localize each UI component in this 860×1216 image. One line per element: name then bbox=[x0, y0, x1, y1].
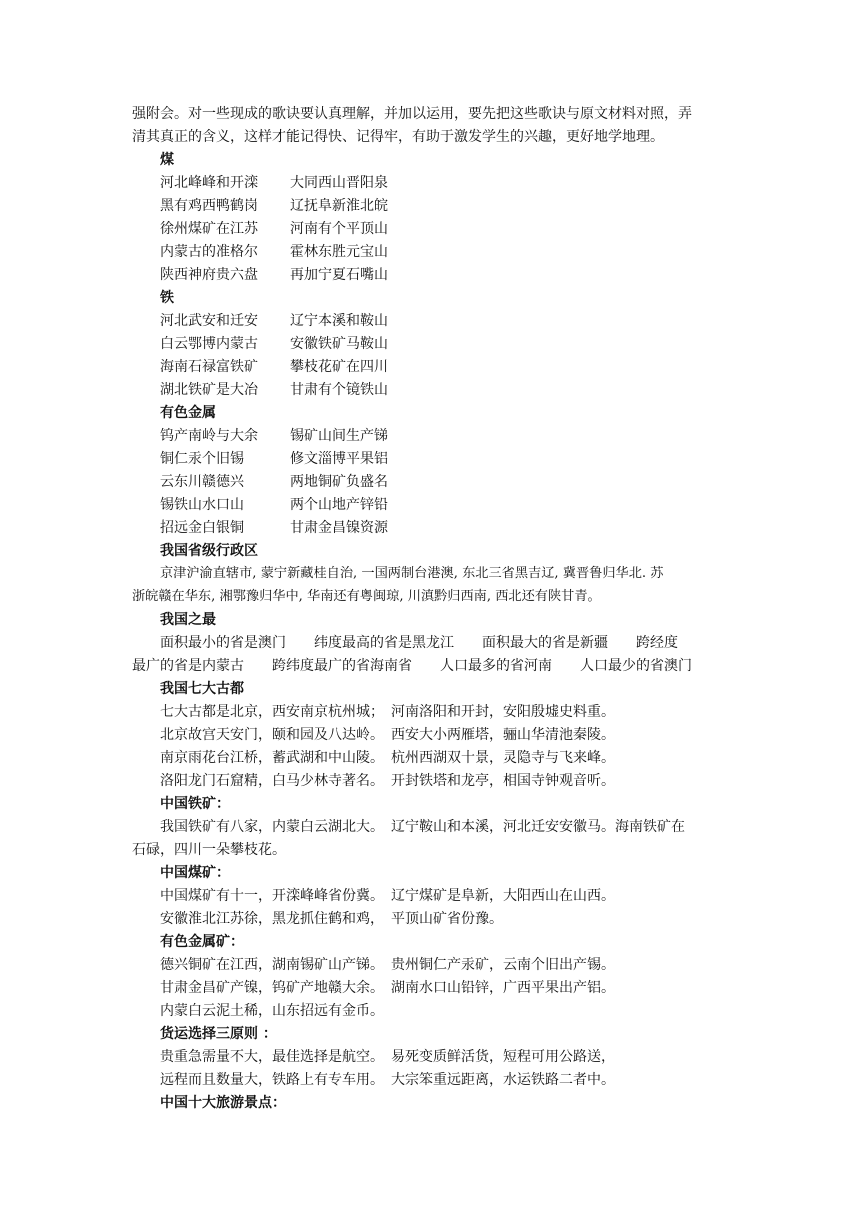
china-coal-line: 安徽淮北江苏徐，黑龙抓住鹤和鸡， 平顶山矿省份豫。 bbox=[160, 911, 503, 927]
section-heading-tourism: 中国十大旅游景点： bbox=[160, 1095, 286, 1111]
intro-line-2: 清其真正的含义，这样才能记得快、记得牢，有助于激发学生的兴趣，更好地学地理。 bbox=[132, 129, 664, 145]
china-iron-line-1: 我国铁矿有八家，内蒙白云湖北大。 辽宁鞍山和本溪，河北迁安安徽马。海南铁矿在 bbox=[160, 819, 685, 835]
verse-right: 攀枝花矿在四川 bbox=[290, 359, 388, 375]
section-heading-china-iron: 中国铁矿： bbox=[160, 796, 230, 812]
verse-right: 再加宁夏石嘴山 bbox=[290, 267, 388, 283]
verse-right: 大同西山晋阳泉 bbox=[290, 175, 388, 191]
section-heading-superlatives: 我国之最 bbox=[160, 612, 216, 628]
capitals-line: 南京雨花台江桥，蓄武湖和中山陵。 杭州西湖双十景，灵隐寺与飞来峰。 bbox=[160, 750, 615, 766]
capitals-line: 七大古都是北京，西安南京杭州城； 河南洛阳和开封，安阳殷墟史料重。 bbox=[160, 704, 615, 720]
verse-right: 河南有个平顶山 bbox=[290, 221, 388, 237]
verse-left: 铜仁汞个旧锡 bbox=[160, 451, 244, 467]
section-heading-capitals: 我国七大古都 bbox=[160, 681, 244, 697]
china-coal-line: 中国煤矿有十一，开滦峰峰省份冀。 辽宁煤矿是阜新，大阳西山在山西。 bbox=[160, 888, 615, 904]
verse-left: 黑有鸡西鸭鹤岗 bbox=[160, 198, 258, 214]
nonferrous-mines-line: 内蒙白云泥土稀，山东招远有金币。 bbox=[160, 1003, 384, 1019]
verse-right: 两地铜矿负盛名 bbox=[290, 474, 388, 490]
nonferrous-mines-line: 甘肃金昌矿产镍，钨矿产地赣大余。 湖南水口山铅锌，广西平果出产铝。 bbox=[160, 980, 615, 996]
superlatives-line-1: 面积最小的省是澳门 纬度最高的省是黑龙江 面积最大的省是新疆 跨经度 bbox=[160, 635, 678, 651]
intro-line-1: 强附会。对一些现成的歌诀要认真理解，并加以运用，要先把这些歌诀与原文材料对照，弄 bbox=[132, 106, 692, 122]
section-heading-transport: 货运选择三原则 ： bbox=[160, 1026, 277, 1042]
superlatives-line-2: 最广的省是内蒙古 跨纬度最广的省海南省 人口最多的省河南 人口最少的省澳门 bbox=[132, 658, 692, 674]
section-heading-coal: 煤 bbox=[160, 152, 174, 168]
verse-left: 钨产南岭与大余 bbox=[160, 428, 258, 444]
verse-left: 内蒙古的准格尔 bbox=[160, 244, 258, 260]
nonferrous-mines-line: 德兴铜矿在江西，湖南锡矿山产锑。 贵州铜仁产汞矿，云南个旧出产锡。 bbox=[160, 957, 615, 973]
verse-right: 甘肃金昌镍资源 bbox=[290, 520, 388, 536]
verse-right: 辽抚阜新淮北皖 bbox=[290, 198, 388, 214]
transport-line: 贵重急需量不大，最佳选择是航空。 易死变质鲜活货，短程可用公路送， bbox=[160, 1049, 615, 1065]
verse-right: 甘肃有个镜铁山 bbox=[290, 382, 388, 398]
section-heading-provinces: 我国省级行政区 bbox=[160, 543, 258, 559]
section-heading-china-coal: 中国煤矿： bbox=[160, 865, 230, 881]
provinces-line-1: 京津沪渝直辖市, 蒙宁新藏桂自治, 一国两制台港澳, 东北三省黑吉辽, 冀晋鲁归华北. 苏 bbox=[160, 566, 664, 581]
verse-right: 锡矿山间生产锑 bbox=[290, 428, 388, 444]
verse-right: 修文淄博平果铝 bbox=[290, 451, 388, 467]
verse-left: 云东川赣德兴 bbox=[160, 474, 244, 490]
verse-right: 安徽铁矿马鞍山 bbox=[290, 336, 388, 352]
verse-right: 霍林东胜元宝山 bbox=[290, 244, 388, 260]
verse-right: 辽宁本溪和鞍山 bbox=[290, 313, 388, 329]
verse-left: 招远金白银铜 bbox=[160, 520, 244, 536]
section-heading-iron: 铁 bbox=[160, 290, 174, 306]
verse-right: 两个山地产锌铅 bbox=[290, 497, 388, 513]
china-iron-line-2: 石碌，四川一朵攀枝花。 bbox=[132, 842, 286, 858]
verse-left: 陕西神府贵六盘 bbox=[160, 267, 258, 283]
capitals-line: 洛阳龙门石窟精，白马少林寺著名。 开封铁塔和龙亭，相国寺钟观音听。 bbox=[160, 773, 615, 789]
section-heading-nonferrous-mines: 有色金属矿： bbox=[160, 934, 244, 950]
section-heading-nonferrous: 有色金属 bbox=[160, 405, 216, 421]
verse-left: 湖北铁矿是大冶 bbox=[160, 382, 258, 398]
transport-line: 远程而且数量大，铁路上有专车用。 大宗笨重远距离，水运铁路二者中。 bbox=[160, 1072, 615, 1088]
verse-left: 锡铁山水口山 bbox=[160, 497, 244, 513]
verse-left: 河北武安和迁安 bbox=[160, 313, 258, 329]
provinces-line-2: 浙皖赣在华东, 湘鄂豫归华中, 华南还有粤闽琼, 川滇黔归西南, 西北还有陕甘青。 bbox=[132, 589, 601, 604]
capitals-line: 北京故宫天安门，颐和园及八达岭。 西安大小两雁塔，骊山华清池秦陵。 bbox=[160, 727, 615, 743]
verse-left: 河北峰峰和开滦 bbox=[160, 175, 258, 191]
verse-left: 海南石禄富铁矿 bbox=[160, 359, 258, 375]
verse-left: 白云鄂博内蒙古 bbox=[160, 336, 258, 352]
verse-left: 徐州煤矿在江苏 bbox=[160, 221, 258, 237]
